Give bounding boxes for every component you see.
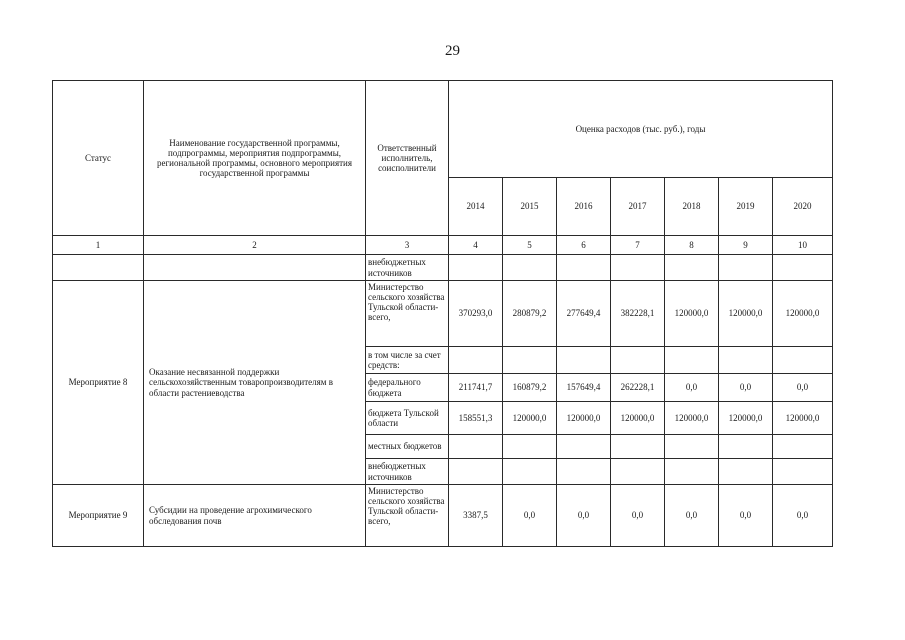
value-cell: 120000,0 bbox=[557, 402, 611, 435]
source-label: бюджета Тульской области bbox=[366, 402, 449, 435]
m9-status: Мероприятие 9 bbox=[53, 485, 144, 547]
value-cell: 370293,0 bbox=[449, 281, 503, 347]
value-cell: 0,0 bbox=[503, 485, 557, 547]
source-label: федерального бюджета bbox=[366, 374, 449, 402]
value-cell: 0,0 bbox=[557, 485, 611, 547]
source-label: Министерство сельского хозяйства Тульской области- всего, bbox=[366, 281, 449, 347]
year-2016: 2016 bbox=[557, 178, 611, 236]
column-number: 8 bbox=[665, 236, 719, 255]
column-number: 3 bbox=[366, 236, 449, 255]
source-label: Министерство сельского хозяйства Тульской области- всего, bbox=[366, 485, 449, 547]
source-label: внебюджетных источников bbox=[366, 459, 449, 485]
m8-name: Оказание несвязанной поддержки сельскохозяйственным товаропроизводителям в области растениеводства bbox=[144, 281, 366, 485]
column-number: 10 bbox=[773, 236, 833, 255]
value-cell: 0,0 bbox=[773, 374, 833, 402]
value-cell: 120000,0 bbox=[773, 402, 833, 435]
column-number: 1 bbox=[53, 236, 144, 255]
page-number: 29 bbox=[445, 43, 460, 59]
value-cell: 0,0 bbox=[611, 485, 665, 547]
header-name: Наименование государственной программы, подпрограммы, мероприятия подпрограммы, региональной программы, основного мероприятия государственной программы bbox=[144, 81, 366, 236]
value-cell: 280879,2 bbox=[503, 281, 557, 347]
column-number: 9 bbox=[719, 236, 773, 255]
column-number: 4 bbox=[449, 236, 503, 255]
value-cell: 158551,3 bbox=[449, 402, 503, 435]
header-executor: Ответственный исполнитель, соисполнители bbox=[366, 81, 449, 236]
column-number: 5 bbox=[503, 236, 557, 255]
value-cell: 120000,0 bbox=[773, 281, 833, 347]
value-cell: 262228,1 bbox=[611, 374, 665, 402]
value-cell: 120000,0 bbox=[719, 402, 773, 435]
column-number: 6 bbox=[557, 236, 611, 255]
value-cell: 382228,1 bbox=[611, 281, 665, 347]
header-expenses: Оценка расходов (тыс. руб.), годы bbox=[449, 81, 833, 178]
source-label: местных бюджетов bbox=[366, 435, 449, 459]
table-row bbox=[53, 485, 833, 547]
year-2017: 2017 bbox=[611, 178, 665, 236]
source-label: в том числе за счет средств: bbox=[366, 347, 449, 374]
value-cell: 120000,0 bbox=[719, 281, 773, 347]
table-row bbox=[53, 255, 833, 281]
year-2020: 2020 bbox=[773, 178, 833, 236]
source-label: внебюджетных источников bbox=[366, 255, 449, 281]
m8-status: Мероприятие 8 bbox=[53, 281, 144, 485]
m9-name: Субсидии на проведение агрохимического обследования почв bbox=[144, 485, 366, 547]
value-cell: 120000,0 bbox=[503, 402, 557, 435]
value-cell: 277649,4 bbox=[557, 281, 611, 347]
value-cell: 160879,2 bbox=[503, 374, 557, 402]
year-2019: 2019 bbox=[719, 178, 773, 236]
header-status: Статус bbox=[53, 81, 144, 236]
column-number-row bbox=[53, 236, 833, 255]
value-cell: 3387,5 bbox=[449, 485, 503, 547]
column-number: 7 bbox=[611, 236, 665, 255]
year-2015: 2015 bbox=[503, 178, 557, 236]
year-2014: 2014 bbox=[449, 178, 503, 236]
value-cell: 120000,0 bbox=[665, 281, 719, 347]
budget-table bbox=[52, 80, 833, 547]
value-cell: 0,0 bbox=[665, 374, 719, 402]
value-cell: 157649,4 bbox=[557, 374, 611, 402]
value-cell: 120000,0 bbox=[665, 402, 719, 435]
value-cell: 211741,7 bbox=[449, 374, 503, 402]
value-cell: 0,0 bbox=[773, 485, 833, 547]
value-cell: 0,0 bbox=[719, 485, 773, 547]
value-cell: 0,0 bbox=[719, 374, 773, 402]
column-number: 2 bbox=[144, 236, 366, 255]
year-2018: 2018 bbox=[665, 178, 719, 236]
table-row bbox=[53, 281, 833, 347]
value-cell: 0,0 bbox=[665, 485, 719, 547]
value-cell: 120000,0 bbox=[611, 402, 665, 435]
